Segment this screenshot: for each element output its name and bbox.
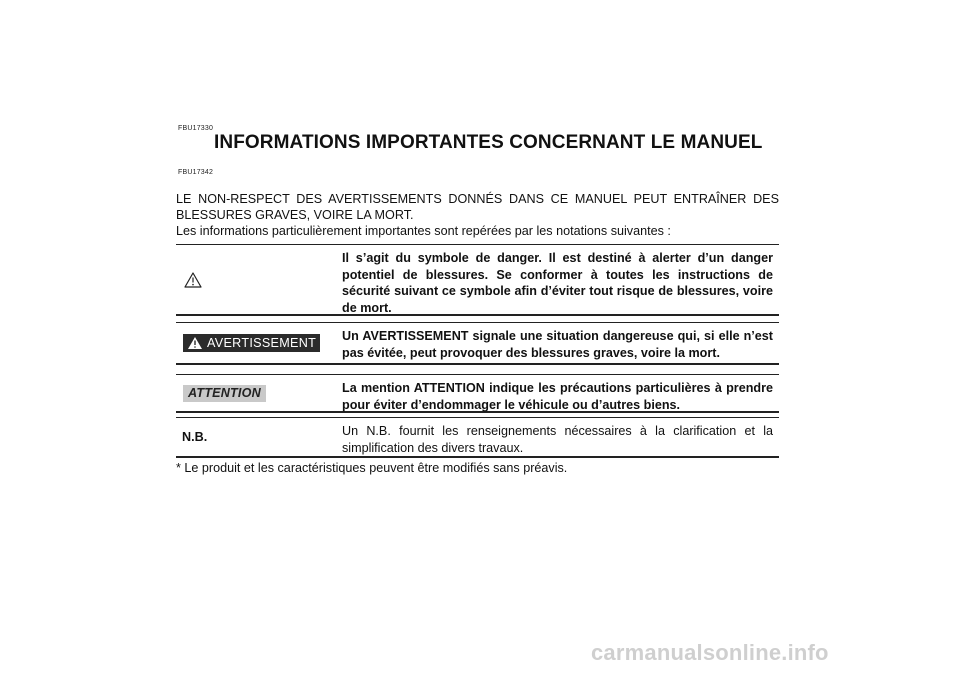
notation-row-avertissement (176, 322, 779, 365)
warning-triangle-icon (187, 336, 203, 350)
warning-triangle-icon (184, 272, 202, 288)
notation-description: Un AVERTISSEMENT signale une situation dangereuse qui, si elle n’est pas évitée, peut provoquer des blessures graves, voire la mort. (342, 329, 773, 360)
notation-row-nb (176, 417, 779, 458)
notation-label-cell (176, 418, 334, 456)
section-code: FBU17342 (178, 169, 214, 176)
nb-label: N.B. (182, 430, 208, 444)
notation-row-attention (176, 374, 779, 413)
notation-description: La mention ATTENTION indique les précautions particulières à prendre pour éviter d’endommager le véhicule ou d’autres biens. (342, 381, 773, 412)
intro-warning: LE NON-RESPECT DES AVERTISSEMENTS DONNÉS DANS CE MANUEL PEUT ENTRAÎNER DES BLESSURES GRAVES, VOIRE LA MORT. (176, 192, 779, 222)
notation-row-danger-symbol (176, 244, 779, 316)
notation-symbol-cell (176, 245, 334, 314)
watermark: carmanualsonline.info (591, 640, 829, 665)
page-title: INFORMATIONS IMPORTANTES CONCERNANT LE MANUEL (214, 132, 763, 153)
attention-label: ATTENTION (183, 385, 266, 402)
intro-notations: Les informations particulièrement importantes sont repérées par les notations suivantes : (176, 224, 671, 238)
document-code: FBU17330 (178, 125, 214, 132)
notation-label-cell (176, 375, 334, 411)
notation-label-cell (176, 323, 334, 363)
intro-block (176, 191, 779, 239)
avertissement-label (183, 334, 320, 352)
avertissement-label-text: AVERTISSEMENT (207, 336, 317, 350)
footnote: * Le produit et les caractéristiques peuvent être modifiés sans préavis. (176, 461, 568, 475)
notation-description: Il s’agit du symbole de danger. Il est destiné à alerter d’un danger potentiel de blessures. Se conformer à toutes les instructions de sécurité suivant ce symbole afin d’éviter tout risque de blessures, voire de mort. (342, 251, 773, 315)
notation-description: Un N.B. fournit les renseignements nécessaires à la clarification et la simplification des divers travaux. (342, 424, 773, 455)
